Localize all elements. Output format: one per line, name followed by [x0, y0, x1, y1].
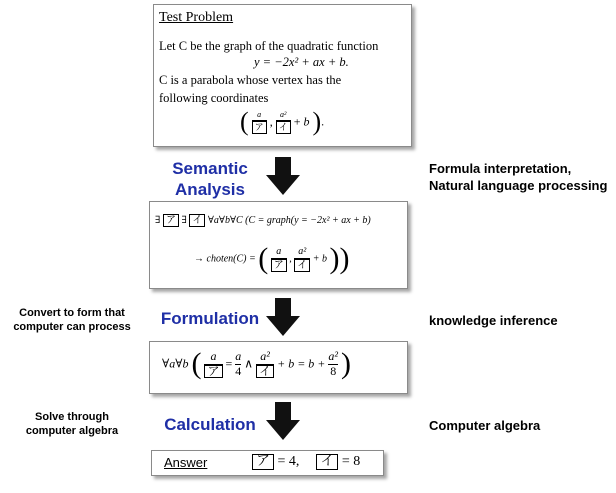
formulation-box-a: ア	[204, 365, 222, 378]
semantic-note-line-2: Natural language processing	[429, 178, 608, 193]
problem-line-3: C is a parabola whose vertex has the	[159, 73, 342, 87]
test-problem-box	[153, 4, 412, 147]
calculation-left-line-2: computer algebra	[25, 425, 119, 437]
formulation-left-line-2: computer can process	[13, 321, 131, 333]
semantic-label-line-1: Semantic	[172, 159, 248, 178]
box-b: イ	[276, 121, 291, 134]
problem-equation: y = −2x² + ax + b.	[254, 55, 349, 69]
formulation-box-b: イ	[256, 365, 274, 378]
vertex-y-fraction: $\frac{\text{a²}}{\text{イ}}$	[276, 110, 291, 133]
arrow-down-icon	[266, 157, 300, 195]
semantic-line-1: ∃ ア ∃ イ ∀a∀b∀C (C = graph(y = −2x² + ax + b)	[155, 215, 371, 226]
semantic-note	[429, 160, 607, 194]
formulation-note: knowledge inference	[429, 313, 558, 328]
formulation-frac-4: $\frac{\text{a²}}{8}$	[328, 348, 338, 378]
stage-calculation: Calculation	[164, 415, 256, 434]
arrow-shape	[266, 298, 300, 336]
formulation-frac-2: $\frac{a}{4}$	[235, 348, 242, 378]
semantic-y-fraction: $\frac{\text{a²}}{\text{イ}}$	[294, 246, 310, 272]
semantic-line-2: → choten(C) = ( $\frac{a}{\text{ア}}$ , $\frac{\text{a²}}{\text{イ}}$ + b ))	[194, 242, 350, 275]
arrow-shape	[266, 402, 300, 440]
semantic-box-b-2: イ	[294, 259, 310, 272]
formulation-formula: ∀a∀b ( $\frac{a}{\text{ア}}$ = $\frac{a}{4}$ ∧ $\frac{\text{a²}}{\text{イ}}$ + b = b + $\frac{\text{a²}}{8}$ )	[162, 347, 351, 380]
arrow-shape	[266, 157, 300, 195]
stage-formulation: Formulation	[160, 309, 260, 328]
semantic-note-line-1: Formula interpretation,	[429, 161, 572, 176]
problem-title: Test Problem	[159, 10, 234, 25]
semantic-box-b: イ	[189, 214, 205, 227]
stage-semantic-analysis	[160, 158, 260, 200]
semantic-box-a-2: ア	[271, 259, 287, 272]
formulation-frac-1: $\frac{a}{\text{ア}}$	[204, 350, 222, 379]
problem-line-1: Let C be the graph of the quadratic function	[159, 39, 379, 53]
vertex-x-fraction: $\frac{a}{\text{ア}}$	[252, 110, 267, 133]
answer-values	[252, 454, 360, 470]
arrow-down-icon	[266, 402, 300, 440]
semantic-box-a: ア	[163, 214, 179, 227]
formulation-left-line-1: Convert to form that	[19, 307, 125, 319]
box-a: ア	[252, 121, 267, 134]
calculation-note: Computer algebra	[429, 418, 541, 433]
semantic-label-line-2: Analysis	[175, 180, 245, 199]
answer-value-b: = 8	[341, 454, 361, 469]
answer-box	[151, 450, 384, 476]
answer-value-a: = 4,	[277, 454, 300, 469]
answer-label: Answer	[164, 455, 208, 470]
vertex-coordinates: ( $\frac{a}{\text{ア}}$ , $\frac{\text{a²}}{\text{イ}}$ + b ).	[240, 107, 325, 136]
formulation-left-note	[4, 306, 140, 334]
formulation-box	[149, 341, 408, 394]
formulation-frac-3: $\frac{\text{a²}}{\text{イ}}$	[256, 350, 274, 379]
semantic-box	[149, 201, 408, 289]
answer-box-b: イ	[316, 454, 338, 470]
semantic-x-fraction: $\frac{a}{\text{ア}}$	[271, 246, 287, 272]
arrow-down-icon	[266, 298, 300, 336]
calculation-left-note	[14, 410, 130, 438]
calculation-left-line-1: Solve through	[35, 411, 109, 423]
answer-box-a: ア	[252, 454, 274, 470]
problem-line-4: following coordinates	[159, 91, 269, 105]
